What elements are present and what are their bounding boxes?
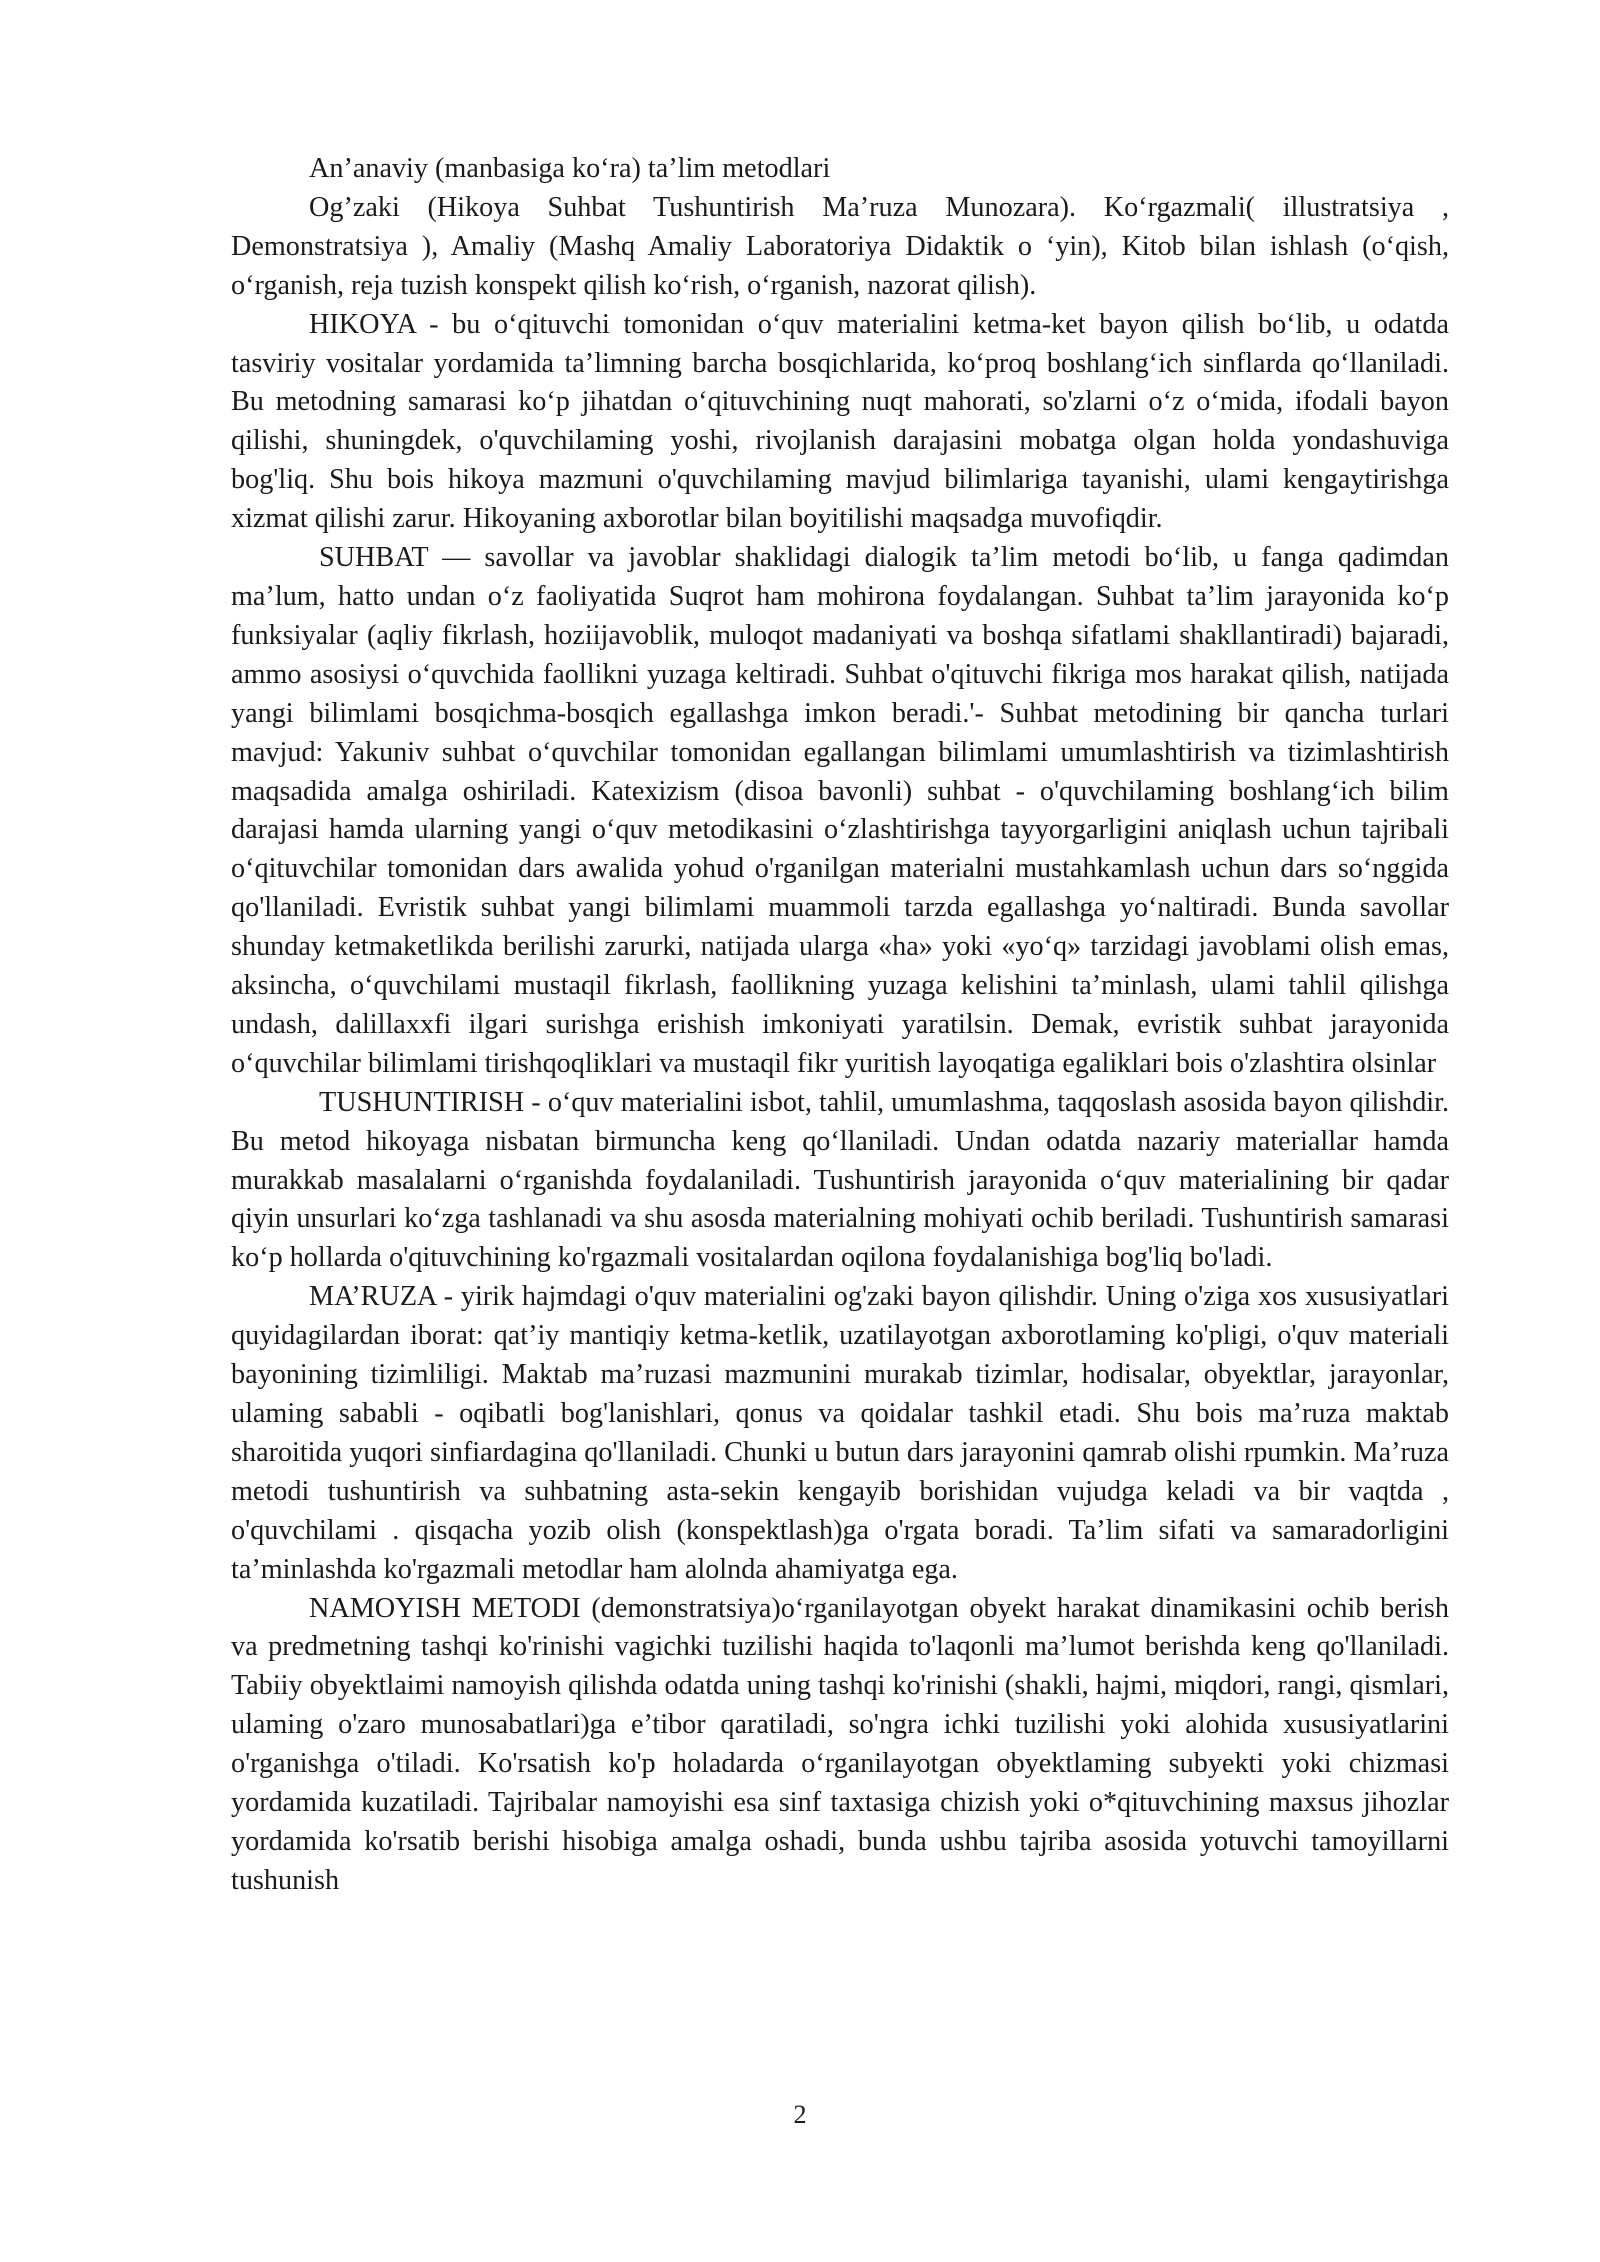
paragraph-hikoya: HIKOYA - bu o‘qituvchi tomonidan o‘quv materialini ketma-ket bayon qilish bo‘lib, u odatda tasviriy vositalar yordamida ta’limning barcha bosqichlarida, ko‘proq boshlang‘ich sinflarda qo‘llaniladi. Bu metodning samarasi ko‘p jihatdan o‘qituvchining nuqt mahorati, so'zlarni o‘z o‘mida, ifodali bayon qilishi, shuningdek, o'quvchilaming yoshi, rivojlanish darajasini mobatga olgan holda yondashuviga bog'liq. Shu bois hikoya mazmuni o'quvchilaming mavjud bilimlariga tayanishi, ulami kengaytirishga xizmat qilishi zarur. Hikoyaning axborotlar bilan boyitilishi maqsadga muvofiqdir. <box>231 308 1449 535</box>
paragraph-method-types: Og’zaki (Hikoya Suhbat Tushuntirish Ma’ruza Munozara). Ko‘rgazmali( illustratsiya , Demonstratsiya ), Amaliy (Mashq Amaliy Laboratoriya Didaktik o ‘yin), Kitob bilan ishlash (o‘qish, o‘rganish, reja tuzish konspekt qilish ko‘rish, o‘rganish, nazorat qilish). <box>231 191 1449 301</box>
paragraph-tushuntirish: TUSHUNTIRISH - o‘quv materialini isbot, tahlil, umumlashma, taqqoslash asosida bayon qilishdir. Bu metod hikoyaga nisbatan birmuncha keng qo‘llaniladi. Undan odatda nazariy materiallar hamda murakkab masalalarni o‘rganishda foydalaniladi. Tushuntirish jarayonida o‘quv materialining bir qadar qiyin unsurlari ko‘zga tashlanadi va shu asosda materialning mohiyati ochib beriladi. Tushuntirish samarasi ko‘p hollarda o'qituvchining ko'rgazmali vositalardan oqilona foydalanishiga bog'liq bo'ladi. <box>231 1086 1449 1274</box>
paragraph-maruza: MA’RUZA - yirik hajmdagi o'quv materialini og'zaki bayon qilishdir. Uning o'ziga xos xususiyatlari quyidagilardan iborat: qat’iy mantiqiy ketma-ketlik, uzatilayotgan axborotlaming ko'pligi, o'quv materiali bayonining tizimliligi. Maktab ma’ruzasi mazmunini murakab tizimlar, hodisalar, obyektlar, jarayonlar, ulaming sababli - oqibatli bog'lanishlari, qonus va qoidalar tashkil etadi. Shu bois ma’ruza maktab sharoitida yuqori sinfiardagina qo'llaniladi. Chunki u butun dars jarayonini qamrab olishi rpumkin. Ma’ruza metodi tushuntirish va suhbatning asta-sekin kengayib borishidan vujudga keladi va bir vaqtda , o'quvchilami . qisqacha yozib olish (konspektlash)ga o'rgata boradi. Ta’lim sifati va samaradorligini ta’minlashda ko'rgazmali metodlar ham alolnda ahamiyatga ega. <box>231 1281 1449 1585</box>
section-heading: An’anaviy (manbasiga ko‘ra) ta’lim metodlari <box>309 153 831 184</box>
paragraph-suhbat: SUHBAT — savollar va javoblar shaklidagi dialogik ta’lim metodi bo‘lib, u fanga qadimdan ma’lum, hatto undan o‘z faoliyatida Suqrot ham mohirona foydalangan. Suhbat ta’lim jarayonida ko‘p funksiyalar (aqliy fikrlash, hoziijavoblik, muloqot madaniyati va boshqa sifatlami shakllantiradi) bajaradi, ammo asosiysi o‘quvchida faollikni yuzaga keltiradi. Suhbat o'qituvchi fikriga mos harakat qilish, natijada yangi bilimlami bosqichma-bosqich egallashga imkon beradi.'- Suhbat metodining bir qancha turlari mavjud: Yakuniv suhbat o‘quvchilar tomonidan egallangan bilimlami umumlashtirish va tizimlashtirish maqsadida amalga oshiriladi. Katexizism (disoa bavonli) suhbat - o'quvchilaming boshlang‘ich bilim darajasi hamda ularning yangi o‘quv metodikasini o‘zlashtirishga tayyorgarligini aniqlash uchun tajribali o‘qituvchilar tomonidan dars awalida yohud o'rganilgan materialni mustahkamlash uchun dars so‘nggida qo'llaniladi. Evristik suhbat yangi bilimlami muammoli tarzda egallashga yo‘naltiradi. Bunda savollar shunday ketmaketlikda berilishi zarurki, natijada ularga «ha» yoki «yo‘q» tarzidagi javoblami olish emas, aksincha, o‘quvchilami mustaqil fikrlash, faollikning yuzaga kelishini ta’minlash, ulami tahlil qilishga undash, dalillaxxfi ilgari surishga erishish imkoniyati yaratilsin. Demak, evristik suhbat jarayonida o‘quvchilar bilimlami tirishqoqliklari va mustaqil fikr yuritish layoqatiga egaliklari bois o'zlashtira olsinlar <box>231 542 1449 1079</box>
page-number: 2 <box>793 2100 807 2129</box>
document-page <box>231 150 1449 2080</box>
paragraph-namoyish: NAMOYISH METODI (demonstratsiya)o‘rganilayotgan obyekt harakat dinamikasini ochib berish va predmetning tashqi ko'rinishi vagichki tuzilishi haqida to'laqonli ma’lumot berishda keng qo'llaniladi. Tabiiy obyektlaimi namoyish qilishda odatda uning tashqi ko'rinishi (shakli, hajmi, miqdori, rangi, qismlari, ulaming o'zaro munosabatlari)ga e’tibor qaratiladi, so'ngra ichki tuzilishi yoki alohida xususiyatlarini o'rganishga o'tiladi. Ko'rsatish ko'p holadarda o‘rganilayotgan obyektlaming subyekti yoki chizmasi yordamida kuzatiladi. Tajribalar namoyishi esa sinf taxtasiga chizish yoki o*qituvchining maxsus jihozlar yordamida ko'rsatib berishi hisobiga amalga oshadi, bunda ushbu tajriba asosida yotuvchi tamoyillarni tushunish <box>231 1592 1449 1896</box>
